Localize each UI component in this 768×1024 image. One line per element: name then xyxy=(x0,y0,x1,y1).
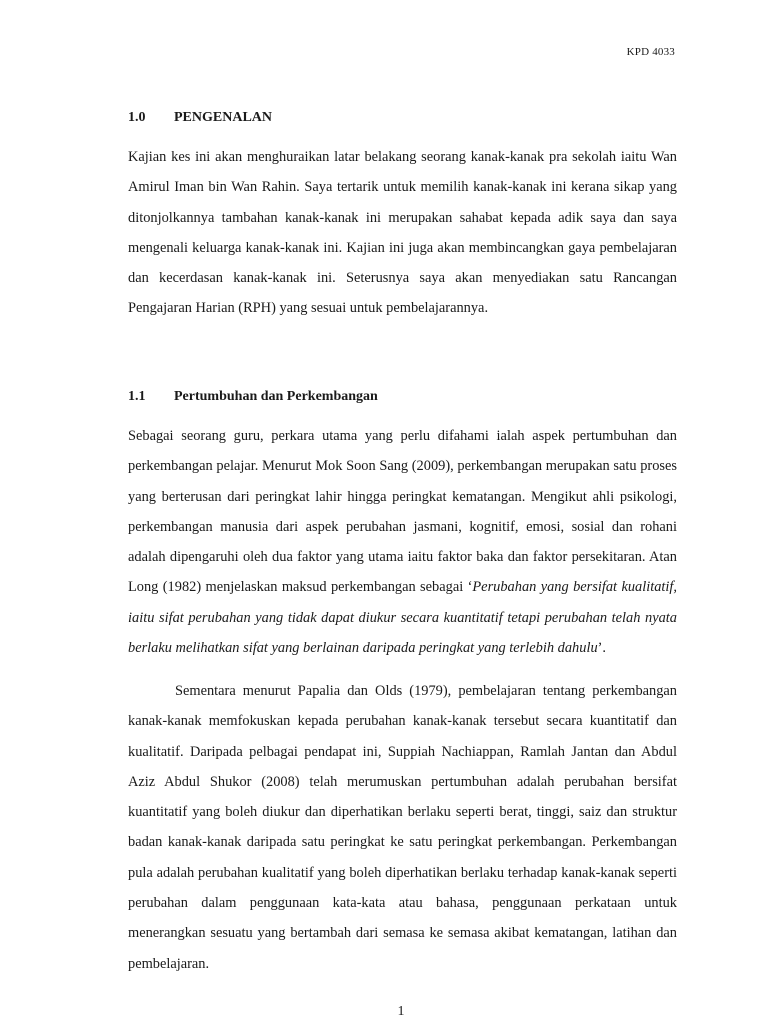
growth-paragraph-2: Sementara menurut Papalia dan Olds (1979), pembelajaran tentang perkembangan kanak-kanak memfokuskan kepada perubahan kanak-kanak tersebut secara kuantitatif dan kualitatif. Daripada pelbagai pendapat ini, Suppiah Nachiappan, Ramlah Jantan dan Abdul Aziz Abdul Shukor (2008) telah merumuskan pertumbuhan adalah perubahan bersifat kuantitatif yang boleh diukur dan diperhatikan berlaku seperti berat, tinggi, saiz dan struktur badan kanak-kanak daripada satu peringkat ke satu peringkat perkembangan. Perkembangan pula adalah perubahan kualitatif yang boleh diperhatikan berlaku terhadap kanak-kanak seperti perubahan dalam penggunaan kata-kata atau bahasa, penggunaan perkataan untuk menerangkan sesuatu yang bertambah dari semasa ke semasa akibat kematangan, latihan dan pembelajaran. xyxy=(128,683,677,972)
course-code-header: KPD 4033 xyxy=(626,46,675,58)
paragraph-text-end: ’. xyxy=(597,640,607,657)
paragraph-text: Sebagai seorang guru, perkara utama yang perlu difahami ialah aspek pertumbuhan dan perkembangan pelajar. Menurut Mok Soon Sang (2009), perkembangan merupakan satu proses yang berterusan dari peringkat lahir hingga peringkat kematangan. Mengikut ahli psikologi, perkembangan manusia dari aspek perubahan jasmani, kognitif, emosi, sosial dan rohani adalah dipengaruhi oleh dua faktor yang utama iaitu faktor baka dan faktor persekitaran. Atan Long (1982) menjelaskan maksud perkembangan sebagai ‘ xyxy=(128,428,677,596)
intro-paragraph: Kajian kes ini akan menghuraikan latar belakang seorang kanak-kanak pra sekolah iaitu Wan Amirul Iman bin Wan Rahin. Saya tertarik untuk memilih kanak-kanak ini kerana sikap yang ditonjolkannya tambahan kanak-kanak ini merupakan sahabat kepada adik saya dan saya mengenali keluarga kanak-kanak ini. Kajian ini juga akan membincangkan gaya pembelajaran dan kecerdasan kanak-kanak ini. Seterusnya saya akan menyediakan satu Rancangan Pengajaran Harian (RPH) yang sesuai untuk pembelajarannya. xyxy=(128,149,677,317)
section-heading-pengenalan xyxy=(128,110,272,126)
growth-paragraph-1 xyxy=(128,421,677,663)
section-number: 1.1 xyxy=(128,389,146,404)
section-number: 1.0 xyxy=(128,110,146,125)
section-title: Pertumbuhan dan Perkembangan xyxy=(174,389,378,404)
page-number: 1 xyxy=(397,1004,405,1019)
section-heading-pertumbuhan xyxy=(128,389,378,405)
italic-quote: Perubahan yang bersifat kualitatif, iaitu sifat perubahan yang tidak dapat diukur secara kuantitatif tetapi perubahan telah nyata berlaku melihatkan sifat yang berlainan daripada peringkat yang terlebih dahulu xyxy=(128,579,677,657)
section-title: PENGENALAN xyxy=(174,110,273,125)
